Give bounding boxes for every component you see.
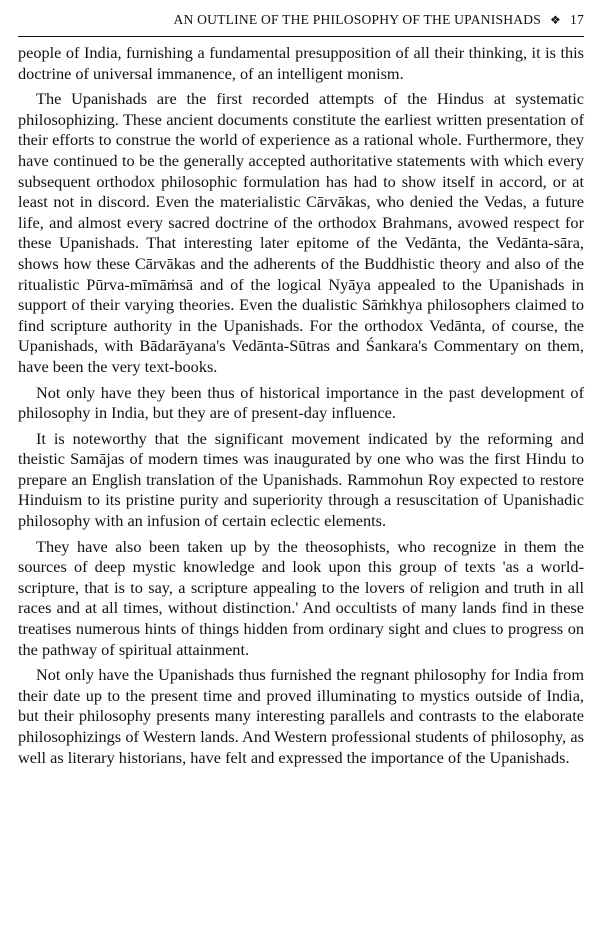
diamond-ornament-icon: ❖: [550, 13, 561, 27]
paragraph-theosophists: They have also been taken up by the theosophists, who recognize in them the sources of deep mystic knowledge and look upon this group of texts 'as a world-scripture, that is to say, a scripture appealing to the lovers of religion and truth in all races and at all times, without distinction.' And occultists of many lands find in these treatises numerous hints of things hidden from ordinary sight and clues to progress on the pathway of spiritual attainment.: [18, 536, 584, 659]
body-text: [18, 43, 584, 768]
paragraph-upanishads-first-attempts: The Upanishads are the first recorded attempts of the Hindus at systematic philosophizing. These ancient documents constitute the earliest written presentation of their efforts to construe the world of experience as a rational whole. Furthermore, they have continued to be the generally accepted authoritative statements with which every subsequent orthodox philosophic formulation has had to show itself in accord, or at least not in discord. Even the materialistic Cārvākas, who denied the Vedas, a future life, and almost every sacred doctrine of the orthodox Brahmans, avowed respect for these Upanishads. That interesting later epitome of the Vedānta, the Vedānta-sāra, shows how these Cārvākas and the adherents of the Buddhistic theory and also of the ritualistic Pūrva-mīmāṁsā and of the logical Nyāya appealed to the Upanishads in support of their varying theories. Even the dualistic Sāṁkhya philosophers claimed to find scripture authority in the Upanishads. For the orthodox Vedānta, of course, the Upanishads, with Bādarāyana's Vedānta-Sūtras and Śankara's Commentary on them, have been the very text-books.: [18, 89, 584, 376]
paragraph-historical-importance: Not only have they been thus of historical importance in the past development of philosophy in India, but they are of present-day influence.: [18, 382, 584, 423]
book-page: [18, 12, 584, 768]
header-rule: [18, 36, 584, 37]
running-header: [18, 12, 584, 34]
page-number: 17: [570, 12, 584, 27]
running-title: AN OUTLINE OF THE PHILOSOPHY OF THE UPANISHADS: [173, 12, 542, 27]
paragraph-continued: people of India, furnishing a fundamental presupposition of all their thinking, it is this doctrine of universal immanence, of an intelligent monism.: [18, 43, 584, 83]
paragraph-western-students: Not only have the Upanishads thus furnished the regnant philosophy for India from their date up to the present time and proved illuminating to mystics outside of India, but their philosophy presents many interesting parallels and contrasts to the elaborate philosophizings of Western lands. And Western professional students of philosophy, as well as literary historians, have felt and expressed the importance of the Upanishads.: [18, 665, 584, 767]
paragraph-rammohun-roy: It is noteworthy that the significant movement indicated by the reforming and theistic Samājas of modern times was inaugurated by one who was the first Hindu to prepare an English translation of the Upanishads. Rammohun Roy expected to restore Hinduism to its pristine purity and superiority through a resuscitation of Upanishadic philosophy with an infusion of certain eclectic elements.: [18, 428, 584, 531]
